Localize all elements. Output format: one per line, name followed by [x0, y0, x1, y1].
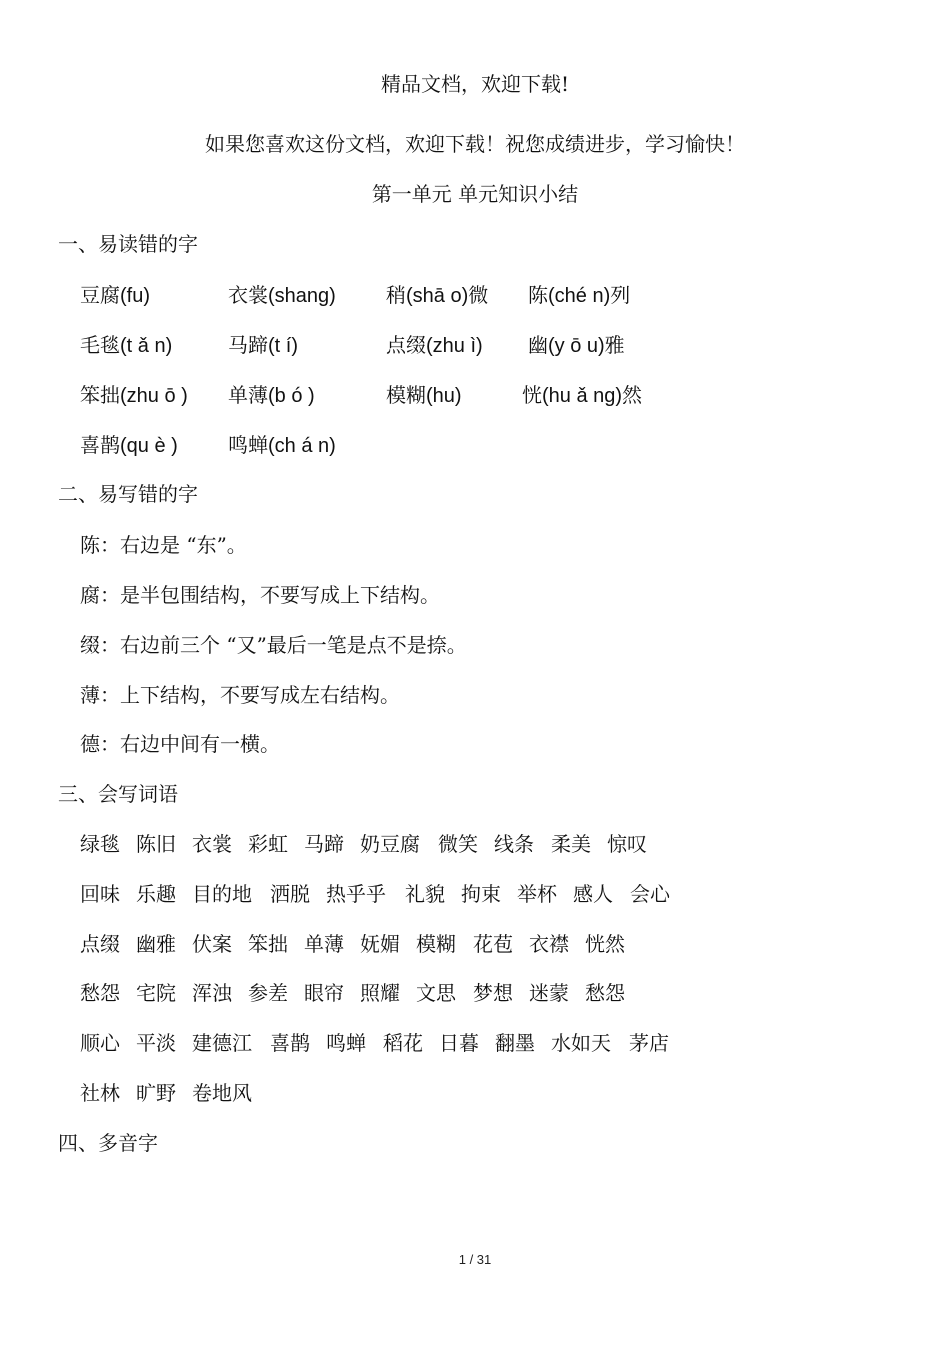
pinyin-item: 笨拙(zhu ō )	[80, 383, 188, 407]
word-item: 喜鹊	[270, 1031, 310, 1055]
pinyin-item: 稍(shā o)微	[386, 283, 489, 307]
pinyin-item: 单薄(b ó )	[228, 383, 315, 407]
word-item: 微笑	[438, 832, 478, 856]
word-item: 衣裳	[192, 832, 232, 856]
word-item: 建德江	[192, 1031, 252, 1055]
section-heading-3: 三、会写词语	[58, 782, 178, 806]
word-item: 绿毯	[80, 832, 120, 856]
word-item: 卷地风	[192, 1081, 252, 1105]
list-item: 缀：右边前三个 “又”最后一笔是点不是捺。	[80, 633, 467, 657]
list-item: 薄：上下结构，不要写成左右结构。	[80, 683, 400, 707]
section-heading-1: 一、易读错的字	[58, 232, 198, 256]
word-item: 眼帘	[304, 981, 344, 1005]
word-item: 梦想	[473, 981, 513, 1005]
word-item: 惊叹	[607, 832, 647, 856]
word-item: 会心	[630, 882, 670, 906]
list-item: 腐：是半包围结构，不要写成上下结构。	[80, 583, 440, 607]
word-item: 拘束	[461, 882, 501, 906]
section-heading-2: 二、易写错的字	[58, 482, 198, 506]
pinyin-item: 喜鹊(qu è )	[80, 433, 178, 457]
word-item: 日暮	[439, 1031, 479, 1055]
list-item: 陈：右边是 “东”。	[80, 533, 247, 557]
word-item: 马蹄	[304, 832, 344, 856]
word-item: 目的地	[192, 882, 252, 906]
word-item: 彩虹	[248, 832, 288, 856]
word-item: 社林	[80, 1081, 120, 1105]
word-item: 花苞	[473, 932, 513, 956]
word-item: 笨拙	[248, 932, 288, 956]
word-item: 线条	[494, 832, 534, 856]
pinyin-item: 鸣蝉(ch á n)	[228, 433, 336, 457]
word-item: 参差	[248, 981, 288, 1005]
page-title: 第一单元 单元知识小结	[371, 182, 579, 206]
list-item: 德：右边中间有一横。	[80, 732, 280, 756]
word-item: 旷野	[136, 1081, 176, 1105]
pinyin-item: 恍(hu ǎ ng)然	[522, 383, 643, 407]
pinyin-item: 点缀(zhu ì)	[386, 333, 483, 357]
word-item: 浑浊	[192, 981, 232, 1005]
pinyin-item: 马蹄(t í)	[228, 333, 298, 357]
word-item: 回味	[80, 882, 120, 906]
word-item: 点缀	[80, 932, 120, 956]
word-item: 柔美	[551, 832, 591, 856]
word-item: 陈旧	[136, 832, 176, 856]
word-item: 感人	[573, 882, 613, 906]
word-item: 奶豆腐	[360, 832, 420, 856]
word-item: 衣襟	[529, 932, 569, 956]
header-line-1: 精品文档，欢迎下载!	[380, 72, 570, 96]
pinyin-item: 幽(y ō u)雅	[528, 333, 625, 357]
word-item: 举杯	[517, 882, 557, 906]
word-item: 洒脱	[270, 882, 310, 906]
pinyin-item: 衣裳(shang)	[228, 283, 336, 307]
pinyin-item: 豆腐(fu)	[80, 283, 150, 307]
word-item: 热乎乎	[326, 882, 386, 906]
word-item: 愁怨	[585, 981, 625, 1005]
word-item: 照耀	[360, 981, 400, 1005]
word-item: 水如天	[551, 1031, 611, 1055]
word-item: 单薄	[304, 932, 344, 956]
word-item: 稻花	[383, 1031, 423, 1055]
header-line-2: 如果您喜欢这份文档，欢迎下载！祝您成绩进步，学习愉快！	[205, 132, 745, 156]
word-item: 平淡	[136, 1031, 176, 1055]
pinyin-item: 模糊(hu)	[386, 383, 462, 407]
word-item: 恍然	[585, 932, 625, 956]
page-number: 1 / 31	[458, 1252, 492, 1267]
word-item: 礼貌	[405, 882, 445, 906]
word-item: 迷蒙	[529, 981, 569, 1005]
word-item: 妩媚	[360, 932, 400, 956]
word-item: 伏案	[192, 932, 232, 956]
word-item: 文思	[416, 981, 456, 1005]
word-item: 愁怨	[80, 981, 120, 1005]
pinyin-item: 毛毯(t ǎ n)	[80, 333, 173, 357]
word-item: 乐趣	[136, 882, 176, 906]
word-item: 鸣蝉	[326, 1031, 366, 1055]
word-item: 翻墨	[495, 1031, 535, 1055]
word-item: 茅店	[629, 1031, 669, 1055]
section-heading-4: 四、多音字	[58, 1131, 158, 1155]
pinyin-item: 陈(ché n)列	[528, 283, 631, 307]
word-item: 模糊	[416, 932, 456, 956]
word-item: 宅院	[136, 981, 176, 1005]
word-item: 幽雅	[136, 932, 176, 956]
word-item: 顺心	[80, 1031, 120, 1055]
